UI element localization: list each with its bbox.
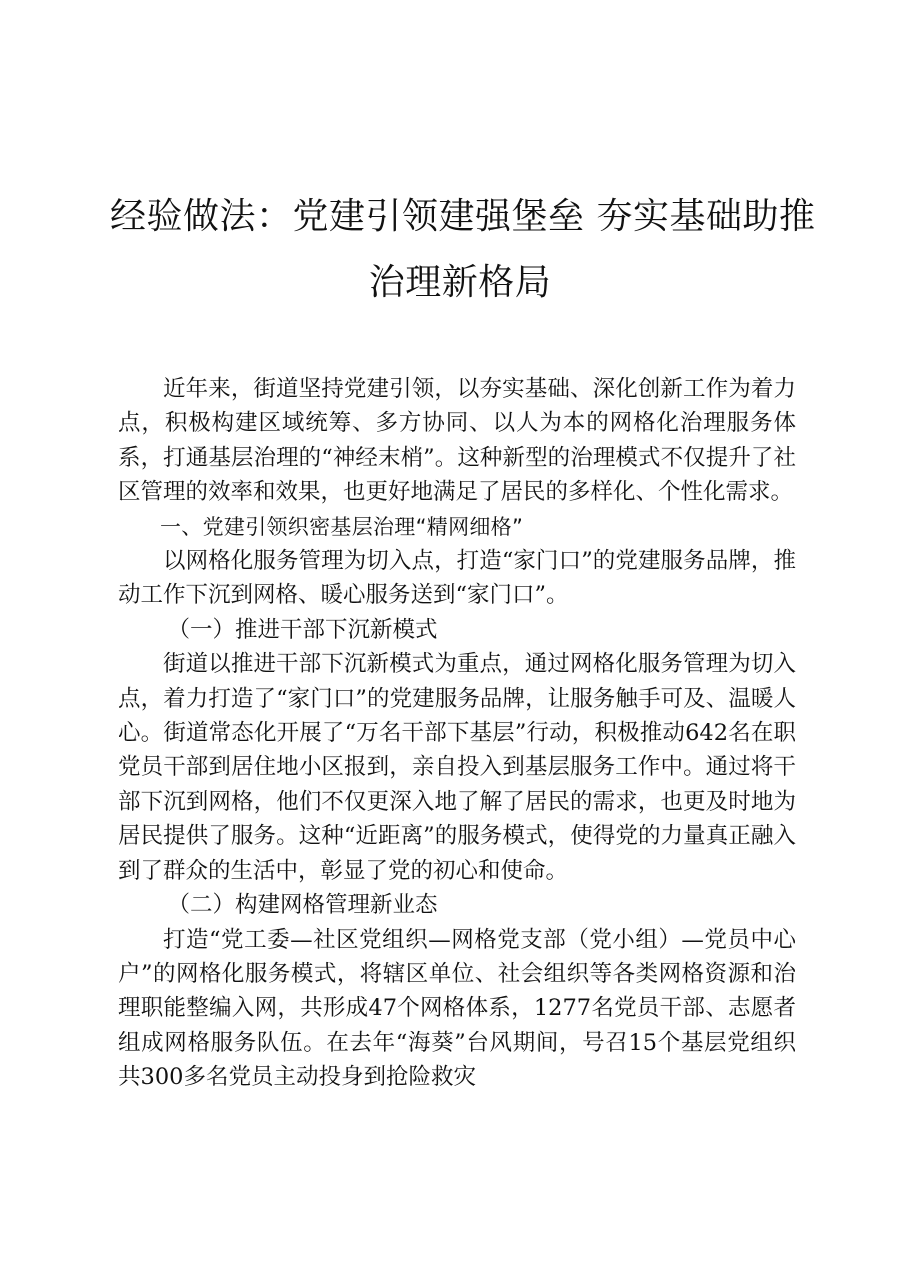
document-body: [118, 372, 796, 1095]
subsection-heading-1: （一）推进干部下沉新模式: [167, 616, 438, 643]
subsection-heading-2: （二）构建网格管理新业态: [167, 892, 438, 919]
subsection-1-paragraph: 街道以推进干部下沉新模式为重点，通过网格化服务管理为切入点，着力打造了“家门口”的党建服务品牌，让服务触手可及、温暖人心。街道常态化开展了“万名干部下基层”行动，积极推动642名在职党员干部到居住地小区报到，亲自投入到基层服务工作中。通过将干部下沉到网格，他们不仅更深入地了解了居民的需求，也更及时地为居民提供了服务。这种“近距离”的服务模式，使得党的力量真正融入到了群众的生活中，彰显了党的初心和使命。: [118, 651, 796, 884]
document-title-line-1: 经验做法：党建引领建强堡垒 夯实基础助推: [110, 196, 816, 237]
document-title-line-2: 治理新格局: [368, 262, 552, 303]
section-heading-1: 一、党建引领织密基层治理“精网细格”: [160, 514, 524, 539]
intro-paragraph: 近年来，街道坚持党建引领，以夯实基础、深化创新工作为着力点，积极构建区域统筹、多方协同、以人为本的网格化治理服务体系，打通基层治理的“神经末梢”。这种新型的治理模式不仅提升了社区管理的效率和效果，也更好地满足了居民的多样化、个性化需求。: [118, 376, 796, 506]
section-1-paragraph: 以网格化服务管理为切入点，打造“家门口”的党建服务品牌，推动工作下沉到网格、暖心服务送到“家门口”。: [118, 548, 796, 609]
subsection-2-paragraph: 打造“党工委—社区党组织—网格党支部（党小组）—党员中心户”的网格化服务模式，将辖区单位、社会组织等各类网格资源和治理职能整编入网，共形成47个网格体系，1277名党员干部、志愿者组成网格服务队伍。在去年“海葵”台风期间，号召15个基层党组织共300多名党员主动投身到抢险救灾: [118, 926, 796, 1091]
